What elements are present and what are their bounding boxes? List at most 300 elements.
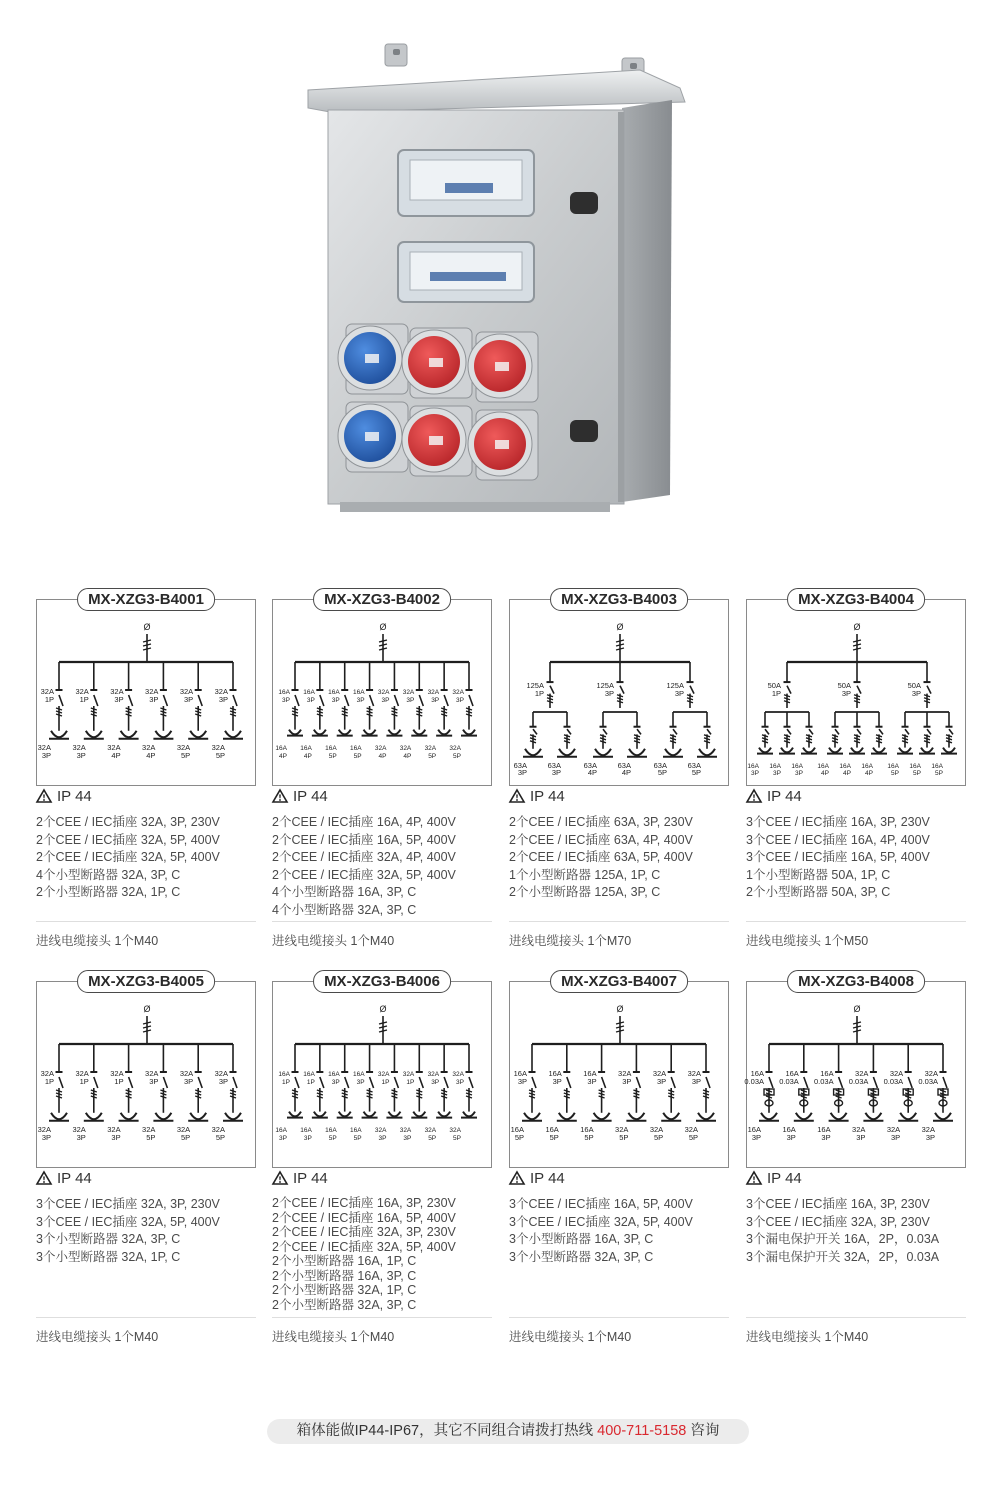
socket-rating: 16A bbox=[931, 763, 943, 770]
warning-triangle-icon bbox=[36, 789, 52, 803]
spec-item: 2个CEE / IEC插座 32A, 5P, 400V bbox=[272, 1239, 456, 1254]
spec-item: 2个CEE / IEC插座 32A, 5P, 400V bbox=[36, 832, 220, 847]
breaker-rating: 16A bbox=[328, 1071, 340, 1078]
socket-rating: 32A bbox=[72, 743, 86, 752]
socket-poles: 5P bbox=[453, 753, 461, 760]
model-number-label: MX-XZG3-B4006 bbox=[313, 970, 451, 993]
wiring-diagram bbox=[744, 973, 966, 1168]
socket-rating: 32A bbox=[107, 743, 121, 752]
socket-poles: 5P bbox=[688, 1133, 698, 1142]
cable-gland-note: 进线电缆接头 1个M50 bbox=[746, 934, 869, 948]
single-line-diagram bbox=[747, 600, 965, 785]
spec-item: 3个小型断路器 32A, 1P, C bbox=[36, 1249, 181, 1264]
breaker-poles: 3P bbox=[282, 697, 290, 704]
spec-list bbox=[36, 814, 220, 902]
socket-rating: 16A bbox=[747, 1125, 761, 1134]
divider bbox=[746, 1317, 966, 1318]
breaker-rating: 32A bbox=[75, 1069, 89, 1078]
socket-poles: 5P bbox=[935, 770, 943, 777]
model-number-label: MX-XZG3-B4003 bbox=[550, 588, 688, 611]
socket-poles: 3P bbox=[41, 751, 51, 760]
breaker-poles: 3P bbox=[552, 1077, 562, 1086]
breaker-poles: 3P bbox=[356, 697, 365, 704]
socket-rating: 32A bbox=[449, 1127, 461, 1134]
breaker-poles: 3P bbox=[184, 1077, 194, 1086]
spec-list bbox=[509, 814, 693, 902]
socket-rating: 16A bbox=[769, 763, 781, 770]
single-line-diagram bbox=[37, 982, 255, 1167]
socket-rating: 32A bbox=[399, 745, 412, 752]
group-breaker-rating: 125A bbox=[596, 681, 614, 690]
socket-rating: 32A bbox=[37, 743, 51, 752]
socket-rating: 32A bbox=[852, 1125, 866, 1134]
breaker-rating: 16A bbox=[785, 1069, 799, 1078]
breaker-rating: 32A bbox=[402, 689, 415, 696]
socket-poles: 3P bbox=[751, 770, 759, 777]
socket-rating: 32A bbox=[449, 745, 461, 752]
spec-item: 3个CEE / IEC插座 32A, 5P, 400V bbox=[36, 1214, 220, 1229]
industrial-socket-4 bbox=[338, 402, 408, 472]
group-breaker-poles: 3P bbox=[841, 689, 851, 698]
socket-poles: 3P bbox=[786, 1133, 796, 1142]
socket-rating: 32A bbox=[684, 1125, 698, 1134]
socket-rating: 16A bbox=[782, 1125, 796, 1134]
spec-item: 2个CEE / IEC插座 16A, 5P, 400V bbox=[272, 1210, 456, 1225]
footer-text-end: 咨询 bbox=[686, 1423, 720, 1439]
breaker-poles: 3P bbox=[331, 1079, 340, 1086]
socket-poles: 3P bbox=[773, 770, 781, 777]
group-breaker-rating: 125A bbox=[526, 681, 544, 690]
socket-poles: 3P bbox=[111, 1133, 121, 1142]
socket-poles: 5P bbox=[328, 1135, 337, 1142]
cable-gland-note: 进线电缆接头 1个M40 bbox=[36, 1330, 159, 1344]
socket-rating: 32A bbox=[142, 743, 156, 752]
socket-rating: 32A bbox=[399, 1127, 412, 1134]
spec-item: 3个CEE / IEC插座 16A, 3P, 230V bbox=[746, 1197, 930, 1211]
group-breaker-rating: 50A bbox=[837, 681, 851, 690]
spec-item: 2个CEE / IEC插座 32A, 3P, 230V bbox=[36, 815, 220, 829]
socket-rating: 16A bbox=[861, 763, 873, 770]
spec-item: 3个CEE / IEC插座 16A, 5P, 400V bbox=[746, 850, 930, 864]
warning-triangle-icon bbox=[509, 1171, 525, 1185]
breaker-poles: 3P bbox=[184, 695, 194, 704]
socket-rating: 16A bbox=[275, 745, 287, 752]
spec-item: 2个小型断路器 32A, 1P, C bbox=[36, 885, 181, 899]
socket-poles: 5P bbox=[691, 768, 701, 777]
spec-item: 2个CEE / IEC插座 32A, 5P, 400V bbox=[272, 867, 456, 882]
breaker-rating: 32A bbox=[214, 1069, 228, 1078]
socket-poles: 5P bbox=[891, 770, 899, 777]
socket-rating: 32A bbox=[37, 1125, 51, 1134]
wiring-diagram bbox=[272, 973, 492, 1168]
warning-triangle-icon bbox=[509, 789, 525, 803]
spec-item: 4个小型断路器 16A, 3P, C bbox=[272, 885, 417, 899]
hotline-number[interactable]: 400-711-5158 bbox=[597, 1423, 687, 1439]
spec-item: 2个小型断路器 50A, 3P, C bbox=[746, 885, 891, 899]
socket-rating: 63A bbox=[653, 761, 667, 770]
breaker-rating: 16A bbox=[278, 1071, 290, 1078]
spec-item: 1个小型断路器 125A, 1P, C bbox=[509, 867, 661, 882]
breaker-rating: 32A bbox=[687, 1069, 701, 1078]
divider bbox=[272, 921, 492, 922]
mains-symbol: Ø bbox=[853, 1004, 861, 1014]
socket-poles: 5P bbox=[428, 1135, 437, 1142]
spec-item: 2个CEE / IEC插座 32A, 5P, 400V bbox=[36, 850, 220, 864]
spec-item: 4个小型断路器 32A, 3P, C bbox=[272, 902, 417, 917]
breaker-poles: 1P bbox=[79, 1077, 89, 1086]
breaker-rating: 32A bbox=[377, 689, 390, 696]
mains-symbol: Ø bbox=[379, 1004, 387, 1014]
socket-poles: 3P bbox=[76, 1133, 86, 1142]
breaker-poles: 3P bbox=[431, 697, 440, 704]
single-line-diagram bbox=[744, 982, 965, 1167]
socket-poles: 5P bbox=[619, 1133, 629, 1142]
breaker-rating: 32A bbox=[145, 1069, 159, 1078]
model-number-label: MX-XZG3-B4008 bbox=[787, 970, 925, 993]
breaker-poles: 1P bbox=[282, 1079, 290, 1086]
mains-symbol: Ø bbox=[616, 622, 624, 632]
socket-rating: 32A bbox=[72, 1125, 86, 1134]
socket-rating: 63A bbox=[617, 761, 631, 770]
breaker-rating: 32A bbox=[179, 1069, 194, 1078]
mains-symbol: Ø bbox=[379, 622, 387, 632]
group-breaker-rating: 50A bbox=[907, 681, 921, 690]
model-number-label: MX-XZG3-B4007 bbox=[550, 970, 688, 993]
cable-gland-note: 进线电缆接头 1个M40 bbox=[36, 934, 159, 948]
wiring-diagram bbox=[746, 591, 966, 786]
socket-poles: 5P bbox=[215, 751, 225, 760]
socket-poles: 3P bbox=[303, 1135, 312, 1142]
single-line-diagram bbox=[510, 600, 728, 785]
socket-poles: 4P bbox=[303, 753, 312, 760]
spec-item: 2个CEE / IEC插座 32A, 3P, 230V bbox=[272, 1225, 456, 1239]
socket-rating: 16A bbox=[545, 1125, 559, 1134]
breaker-poles: 1P bbox=[79, 695, 89, 704]
cable-gland-note: 进线电缆接头 1个M40 bbox=[272, 934, 395, 948]
socket-rating: 16A bbox=[747, 763, 759, 770]
breaker-poles: 3P bbox=[406, 697, 415, 704]
breaker-rating: 16A bbox=[820, 1069, 834, 1078]
wiring-diagram bbox=[36, 591, 256, 786]
socket-rating: 16A bbox=[817, 1125, 831, 1134]
socket-poles: 4P bbox=[621, 768, 631, 777]
socket-poles: 3P bbox=[76, 751, 86, 760]
spec-list bbox=[509, 1196, 693, 1266]
breaker-rating: 32A bbox=[179, 687, 194, 696]
spec-item: 2个CEE / IEC插座 16A, 3P, 230V bbox=[272, 1196, 456, 1210]
cable-gland-note: 进线电缆接头 1个M70 bbox=[509, 934, 632, 948]
socket-poles: 5P bbox=[353, 753, 362, 760]
model-number-label: MX-XZG3-B4005 bbox=[77, 970, 215, 993]
breaker-poles: 3P bbox=[149, 1077, 159, 1086]
model-number-label: MX-XZG3-B4002 bbox=[313, 588, 451, 611]
breaker-rating: 16A bbox=[352, 689, 365, 696]
spec-item: 2个小型断路器 125A, 3P, C bbox=[509, 885, 661, 899]
breaker-rating: 32A bbox=[40, 1069, 54, 1078]
socket-poles: 3P bbox=[821, 1133, 831, 1142]
breaker-poles: 3P bbox=[381, 697, 390, 704]
breaker-rating: 32A bbox=[652, 1069, 667, 1078]
breaker-rating: 16A bbox=[750, 1069, 764, 1078]
breaker-rating: 16A bbox=[278, 689, 290, 696]
wiring-diagram bbox=[36, 973, 256, 1168]
breaker-rating: 32A bbox=[214, 687, 228, 696]
breaker-poles: 1P bbox=[44, 695, 54, 704]
socket-rating: 32A bbox=[886, 1125, 901, 1134]
mains-symbol: Ø bbox=[853, 622, 861, 632]
ip-rating-text: IP 44 bbox=[530, 1170, 565, 1187]
breaker-rating: 32A bbox=[889, 1069, 904, 1078]
socket-poles: 3P bbox=[891, 1133, 901, 1142]
breaker-poles: 3P bbox=[114, 695, 124, 704]
ip-rating-text: IP 44 bbox=[293, 788, 328, 805]
socket-poles: 4P bbox=[146, 751, 156, 760]
socket-poles: 3P bbox=[517, 768, 527, 777]
spec-item: 3个CEE / IEC插座 32A, 5P, 400V bbox=[509, 1214, 693, 1229]
socket-rating: 16A bbox=[839, 763, 851, 770]
socket-poles: 3P bbox=[856, 1133, 866, 1142]
socket-rating: 32A bbox=[921, 1125, 935, 1134]
single-line-diagram bbox=[510, 982, 728, 1167]
breaker-rating: 32A bbox=[855, 1069, 869, 1078]
mains-symbol: Ø bbox=[143, 1004, 151, 1014]
ip-rating bbox=[36, 787, 92, 807]
footer-text: 箱体能做IP44-IP67，其它不同组合请拨打热线 bbox=[296, 1423, 598, 1439]
socket-poles: 4P bbox=[403, 753, 412, 760]
socket-poles: 5P bbox=[181, 1133, 191, 1142]
socket-rating: 16A bbox=[275, 1127, 287, 1134]
group-breaker-poles: 1P bbox=[771, 689, 781, 698]
group-breaker-poles: 3P bbox=[911, 689, 921, 698]
spec-list bbox=[746, 1196, 939, 1266]
ip-rating bbox=[36, 1169, 92, 1189]
breaker-poles: 1P bbox=[306, 1079, 315, 1086]
cable-gland-note: 进线电缆接头 1个M40 bbox=[272, 1330, 395, 1344]
breaker-rating: 16A bbox=[352, 1071, 365, 1078]
socket-rating: 16A bbox=[510, 1125, 524, 1134]
breaker-poles: 3P bbox=[622, 1077, 632, 1086]
socket-poles: 3P bbox=[403, 1135, 412, 1142]
spec-item: 2个CEE / IEC插座 16A, 5P, 400V bbox=[272, 832, 456, 847]
socket-poles: 5P bbox=[215, 1133, 225, 1142]
hotline-banner bbox=[267, 1419, 749, 1444]
group-breaker-rating: 125A bbox=[666, 681, 684, 690]
group-breaker-poles: 3P bbox=[674, 689, 684, 698]
warning-triangle-icon bbox=[746, 1171, 762, 1185]
spec-item: 3个小型断路器 32A, 3P, C bbox=[509, 1249, 654, 1264]
breaker-rating: 32A bbox=[377, 1071, 390, 1078]
breaker-poles: 1P bbox=[406, 1079, 415, 1086]
breaker-rating: 16A bbox=[513, 1069, 527, 1078]
ip-rating-text: IP 44 bbox=[530, 788, 565, 805]
socket-rating: 32A bbox=[142, 1125, 156, 1134]
breaker-rating: 16A bbox=[303, 689, 315, 696]
socket-rating: 32A bbox=[176, 743, 191, 752]
ip-rating bbox=[746, 787, 802, 807]
socket-poles: 4P bbox=[821, 770, 829, 777]
socket-rating: 16A bbox=[580, 1125, 594, 1134]
breaker-rating: 32A bbox=[75, 687, 89, 696]
socket-poles: 3P bbox=[795, 770, 803, 777]
group-breaker-poles: 1P bbox=[534, 689, 544, 698]
divider bbox=[746, 921, 966, 922]
spec-list bbox=[272, 814, 456, 919]
ip-rating-text: IP 44 bbox=[57, 788, 92, 805]
spec-item: 3个CEE / IEC插座 16A, 4P, 400V bbox=[746, 832, 930, 847]
socket-rating: 16A bbox=[349, 745, 362, 752]
socket-rating: 63A bbox=[547, 761, 561, 770]
breaker-poles: 3P bbox=[356, 1079, 365, 1086]
single-line-diagram bbox=[37, 600, 255, 785]
breaker-rating: 16A bbox=[583, 1069, 597, 1078]
breaker-poles: 3P bbox=[456, 697, 464, 704]
socket-poles: 5P bbox=[328, 753, 337, 760]
socket-poles: 3P bbox=[925, 1133, 935, 1142]
divider bbox=[509, 921, 729, 922]
socket-poles: 3P bbox=[378, 1135, 387, 1142]
socket-rating: 32A bbox=[374, 1127, 387, 1134]
model-number-label: MX-XZG3-B4001 bbox=[77, 588, 215, 611]
socket-rating: 63A bbox=[513, 761, 527, 770]
group-breaker-rating: 50A bbox=[767, 681, 781, 690]
industrial-socket-2 bbox=[402, 328, 472, 398]
model-number-label: MX-XZG3-B4004 bbox=[787, 588, 925, 611]
socket-rating: 32A bbox=[649, 1125, 664, 1134]
breaker-rating: 16A bbox=[548, 1069, 562, 1078]
spec-list bbox=[746, 814, 930, 902]
warning-triangle-icon bbox=[272, 1171, 288, 1185]
breaker-poles: 1P bbox=[381, 1079, 390, 1086]
divider bbox=[272, 1317, 492, 1318]
spec-item: 2个小型断路器 16A, 1P, C bbox=[272, 1254, 417, 1268]
breaker-rating: 16A bbox=[303, 1071, 315, 1078]
mains-symbol: Ø bbox=[616, 1004, 624, 1014]
breaker-poles: 0.03A bbox=[813, 1077, 834, 1086]
socket-poles: 3P bbox=[551, 768, 561, 777]
socket-poles: 5P bbox=[654, 1133, 664, 1142]
divider bbox=[509, 1317, 729, 1318]
ip-rating-text: IP 44 bbox=[767, 788, 802, 805]
breaker-rating: 32A bbox=[452, 689, 464, 696]
spec-item: 2个CEE / IEC插座 32A, 4P, 400V bbox=[272, 850, 456, 864]
spec-item: 2个CEE / IEC插座 16A, 4P, 400V bbox=[272, 815, 456, 829]
industrial-socket-6 bbox=[468, 410, 538, 480]
socket-poles: 4P bbox=[587, 768, 597, 777]
socket-rating: 16A bbox=[325, 1127, 337, 1134]
socket-poles: 3P bbox=[279, 1135, 287, 1142]
socket-rating: 16A bbox=[887, 763, 899, 770]
breaker-rating: 32A bbox=[110, 1069, 124, 1078]
ip-rating bbox=[272, 1169, 328, 1189]
cable-gland-note: 进线电缆接头 1个M40 bbox=[509, 1330, 632, 1344]
socket-rating: 16A bbox=[909, 763, 921, 770]
socket-poles: 5P bbox=[584, 1133, 594, 1142]
breaker-rating: 32A bbox=[427, 689, 440, 696]
socket-poles: 5P bbox=[657, 768, 667, 777]
socket-rating: 63A bbox=[583, 761, 597, 770]
breaker-poles: 3P bbox=[657, 1077, 667, 1086]
spec-item: 1个小型断路器 50A, 1P, C bbox=[746, 867, 891, 882]
industrial-socket-1 bbox=[338, 324, 408, 394]
socket-poles: 4P bbox=[843, 770, 851, 777]
socket-rating: 16A bbox=[300, 1127, 312, 1134]
breaker-rating: 16A bbox=[328, 689, 340, 696]
breaker-poles: 3P bbox=[218, 1077, 228, 1086]
spec-item: 3个漏电保护开关 32A，2P，0.03A bbox=[746, 1249, 940, 1264]
socket-rating: 16A bbox=[325, 745, 337, 752]
socket-poles: 5P bbox=[181, 751, 191, 760]
ip-rating bbox=[746, 1169, 802, 1189]
socket-poles: 3P bbox=[751, 1133, 761, 1142]
breaker-rating: 32A bbox=[618, 1069, 632, 1078]
spec-item: 3个小型断路器 32A, 3P, C bbox=[36, 1232, 181, 1246]
spec-item: 3个CEE / IEC插座 16A, 3P, 230V bbox=[746, 815, 930, 829]
breaker-window-bottom bbox=[398, 242, 534, 302]
socket-rating: 32A bbox=[176, 1125, 191, 1134]
socket-poles: 5P bbox=[913, 770, 921, 777]
breaker-rating: 32A bbox=[924, 1069, 938, 1078]
breaker-poles: 3P bbox=[691, 1077, 701, 1086]
warning-triangle-icon bbox=[272, 789, 288, 803]
socket-poles: 3P bbox=[41, 1133, 51, 1142]
breaker-poles: 1P bbox=[44, 1077, 54, 1086]
socket-rating: 32A bbox=[424, 745, 437, 752]
warning-triangle-icon bbox=[36, 1171, 52, 1185]
socket-rating: 32A bbox=[615, 1125, 629, 1134]
socket-poles: 4P bbox=[865, 770, 873, 777]
socket-rating: 32A bbox=[374, 745, 387, 752]
single-line-diagram bbox=[273, 982, 491, 1167]
spec-item: 2个小型断路器 32A, 1P, C bbox=[272, 1283, 417, 1297]
breaker-rating: 32A bbox=[452, 1071, 464, 1078]
spec-item: 3个小型断路器 16A, 3P, C bbox=[509, 1232, 654, 1246]
breaker-poles: 3P bbox=[149, 695, 159, 704]
spec-item: 2个CEE / IEC插座 63A, 4P, 400V bbox=[509, 832, 693, 847]
wiring-diagram bbox=[509, 973, 729, 1168]
breaker-poles: 3P bbox=[218, 695, 228, 704]
ip-rating bbox=[509, 1169, 565, 1189]
breaker-poles: 3P bbox=[456, 1079, 464, 1086]
ip-rating-text: IP 44 bbox=[293, 1170, 328, 1187]
warning-triangle-icon bbox=[746, 789, 762, 803]
mains-symbol: Ø bbox=[143, 622, 151, 632]
breaker-poles: 0.03A bbox=[883, 1077, 904, 1086]
industrial-socket-3 bbox=[468, 332, 538, 402]
spec-list bbox=[36, 1196, 220, 1266]
socket-poles: 4P bbox=[378, 753, 387, 760]
socket-rating: 16A bbox=[349, 1127, 362, 1134]
breaker-rating: 32A bbox=[402, 1071, 415, 1078]
spec-item: 3个CEE / IEC插座 32A, 3P, 230V bbox=[746, 1214, 930, 1229]
ip-rating bbox=[509, 787, 565, 807]
breaker-poles: 3P bbox=[587, 1077, 597, 1086]
socket-poles: 5P bbox=[353, 1135, 362, 1142]
breaker-rating: 32A bbox=[427, 1071, 440, 1078]
breaker-rating: 32A bbox=[40, 687, 54, 696]
socket-rating: 32A bbox=[107, 1125, 121, 1134]
breaker-poles: 3P bbox=[306, 697, 315, 704]
divider bbox=[36, 921, 256, 922]
ip-rating bbox=[272, 787, 328, 807]
spec-item: 4个小型断路器 32A, 3P, C bbox=[36, 867, 181, 882]
socket-rating: 32A bbox=[424, 1127, 437, 1134]
wiring-diagram bbox=[509, 591, 729, 786]
single-line-diagram bbox=[273, 600, 491, 785]
socket-rating: 32A bbox=[211, 1125, 225, 1134]
group-breaker-poles: 3P bbox=[604, 689, 614, 698]
breaker-rating: 32A bbox=[110, 687, 124, 696]
ip-rating-text: IP 44 bbox=[767, 1170, 802, 1187]
